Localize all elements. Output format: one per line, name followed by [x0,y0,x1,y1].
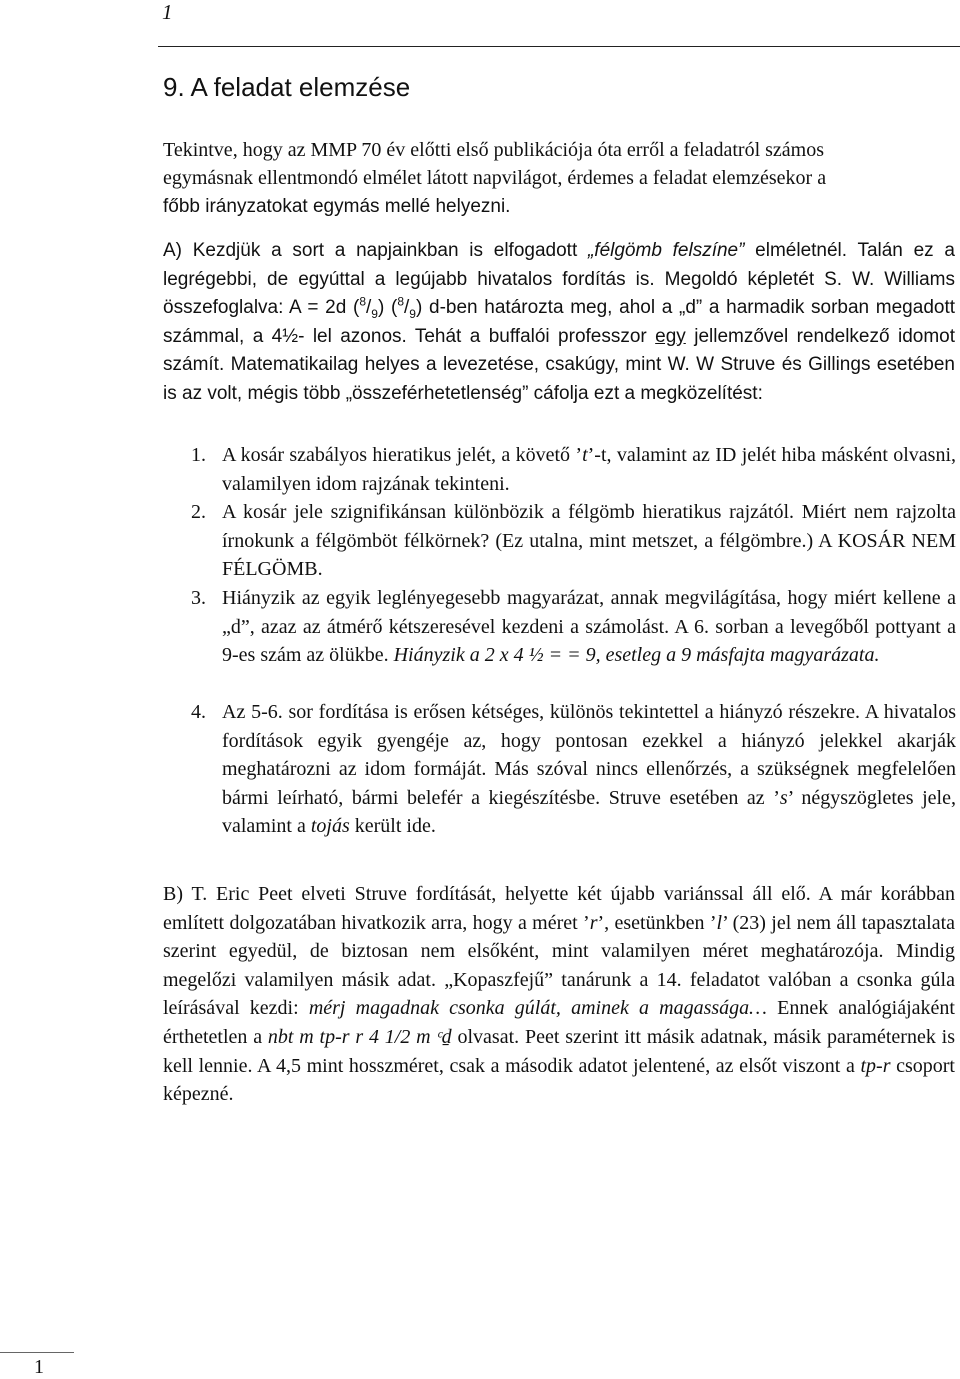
section-b-italic-tpr: tp-r [860,1054,891,1077]
section-b-italic-l: l [716,911,723,934]
section-a-text-4: ) d-ben határozta meg, ahol a „d” a harmadik sorban megadott számmal, a 4½- lel azonos. Tehát a buffalói professzor [163,297,956,347]
fraction-slash-1: / [366,297,372,319]
footer-rule [0,1352,74,1353]
item-text [222,584,956,670]
section-title: 9. A feladat elemzése [163,72,411,102]
section-b-text-2: ’, esetünkben ’ [597,911,717,934]
item-italic: s [779,786,788,809]
section-a-text-1: A) Kezdjük a sort a napjainkban is elfogadott [163,240,588,261]
section-b-text-6: csoport képezné. [163,1054,955,1106]
underlined-egy: egy [655,325,686,347]
section-b-text-3: ’ (23) jel nem áll tapasztalata szerint egyedül, de biztosan nem elsőként, mint valamilyen méret meghatározója. Mindig megelőzi valamilyen másik adat. „Kopaszfejű” tanárunk a 14. feladatot valóban a csonka gúla leírásával kezdi: [163,911,956,1020]
item-italic: t [582,444,588,466]
section-a-paragraph [163,237,955,409]
intro-line-1: Tekintve, hogy az MMP 70 év előtti első publikációja óta erről a feladatról számos [163,139,825,161]
page-number-top: 1 [162,0,173,24]
item-text-part: került ide. [349,815,436,838]
section-b-italic-quote: mérj magadnak csonka gúlát, aminek a magassága… [308,997,767,1020]
section-b-paragraph [163,880,955,1109]
item-italic: Hiányzik a 2 x 4 ½ = = 9, esetleg a 9 másfajta magyarázata. [393,644,880,667]
page-number-bottom: 1 [34,1356,44,1378]
section-a-text-3: ) ( [377,297,398,319]
item-text-part: ’-t, valamint az ID jelét hiba másként olvasni, valamilyen idom rajzának tekinteni. [222,444,956,495]
item-italic: tojás [310,815,350,838]
section-b-italic-r: r [589,911,598,934]
fraction-denominator-1: 9 [371,306,378,321]
item-text-part: Az 5-6. sor fordítása is erősen kétséges, különös tekintettel a hiányzó részekre. A hivatalos fordítások egyik gyengéje az, hogy pontosan ezekkel a hiányzó jelekkel akarják meghatározni az idom formáját. Más szóval nincs ellenőrzés, a szükségnek megfelelően bármi leírható, bármi belefér a kiegészítésbe. Struve esetében az ’ [222,701,956,809]
item-text [222,498,956,584]
fraction-slash-2: / [404,297,410,319]
item-text [222,441,956,498]
fraction-denominator-2: 9 [409,306,416,321]
item-text [222,698,956,841]
section-a-italic: „félgömb felszíne” [587,240,745,261]
item-number: 2. [191,501,206,523]
intro-line-3: főbb irányzatokat egymás mellé helyezni. [163,196,511,217]
section-a-text-2: elméletnél. Talán ez a legrégebbi, de egyúttal a legújabb hivatalos fordítás is. Megoldó képletét S. W. Williams összefoglalva: A = 2d ( [163,240,955,319]
intro-line-2: egymásnak ellentmondó elmélet látott napvilágot, érdemes a feladat elemzésekor a [163,167,827,189]
fraction-numerator-1: 8 [359,294,366,309]
section-b-text-1: B) T. Eric Peet elveti Struve fordítását, helyette két újabb variánssal áll elő. A már korábban említett dolgozatában hivatkozik arra, hogy a méret ’ [163,883,955,934]
item-text-part: A kosár szabályos hieratikus jelét, a követő ’ [222,444,583,466]
item-number: 1. [191,444,206,466]
section-b-italic-transliteration: nbt m tp-r r 4 1/2 m ᶜḏ [267,1025,452,1048]
item-number: 4. [191,701,206,723]
item-text-part: Hiányzik az egyik leglényegesebb magyarázat, annak megvilágítása, hogy miért kellene a „d”, azaz az átmérő kétszeresével kezdeni a számolást. A 6. sorban a levegőből pottyant a 9-es szám az ölükbe. [222,587,956,667]
fraction-numerator-2: 8 [397,294,405,309]
section-b-text-4: Ennek analógiájaként érthetetlen a [163,997,955,1048]
header-rule [158,46,960,47]
item-text-part: ’ négyszögletes jele, valamint a [222,786,956,838]
section-b-text-5: olvasat. Peet szerint itt másik adatnak, másik paraméternek is kell lennie. A 4,5 mint hosszméret, csak a második adatot jelentené, az elsőt viszont a [163,1025,955,1077]
item-number: 3. [191,587,206,609]
section-a-text-5: jellemzővel rendelkező idomot számít. Matematikailag helyes a levezetése, csakúgy, mint W. W Struve és Gillings esetében is az volt, mégis több „összeférhetetlenség” cáfolja ezt a megközelítést: [163,325,955,404]
item-text-part: A kosár jele szignifikánsan különbözik a félgömb hieratikus rajzától. Miért nem rajzolta írnokunk a félgömböt félkörnek? (Ez utalna, mint metszet, a félgömbre.) A KOSÁR NEM FÉLGÖMB. [222,501,956,581]
